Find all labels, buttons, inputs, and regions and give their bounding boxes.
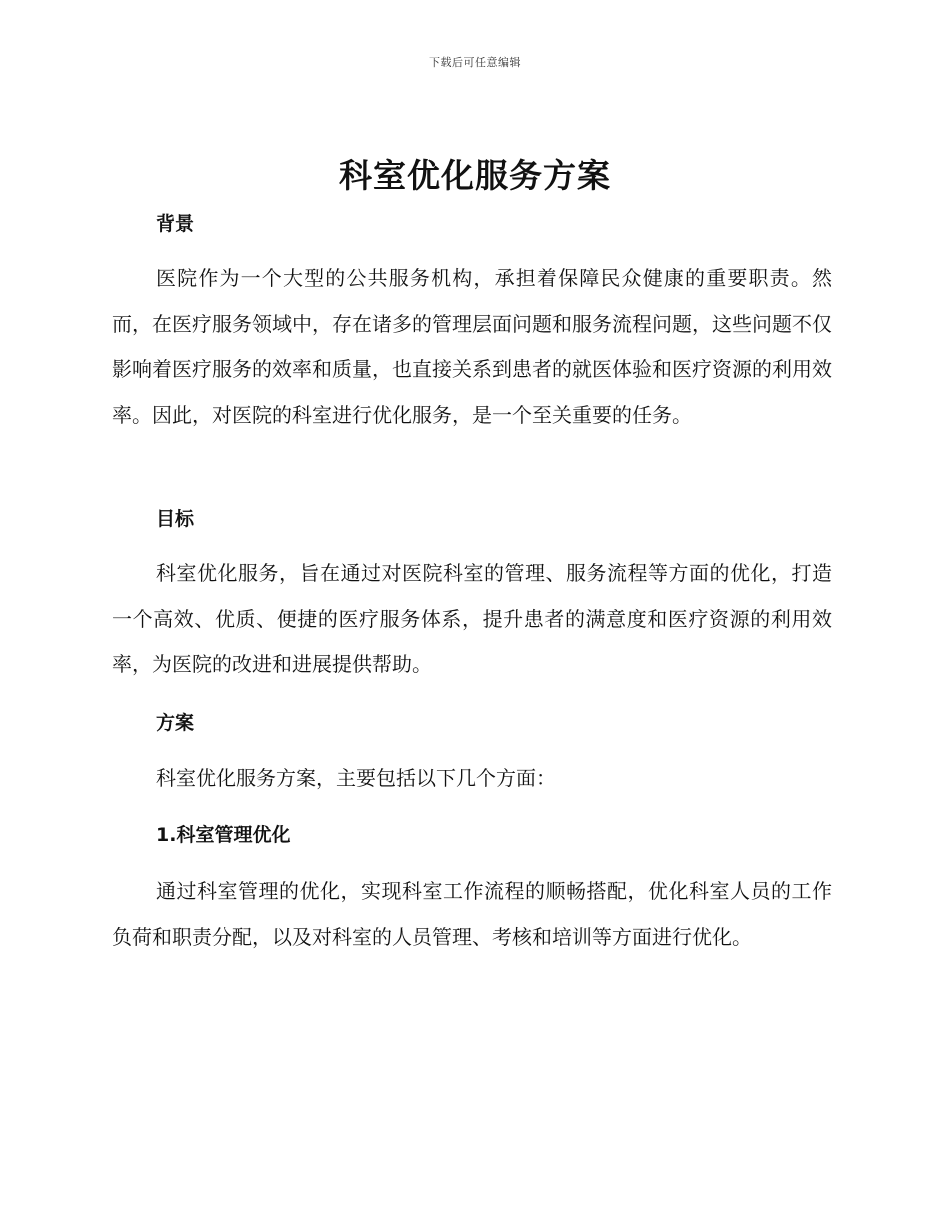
section-paragraph-dept-management: 通过科室管理的优化，实现科室工作流程的顺畅搭配，优化科室人员的工作负荷和职责分配，以及对科室的人员管理、考核和培训等方面进行优化。 bbox=[112, 879, 832, 949]
section-paragraph-goal: 科室优化服务，旨在通过对医院科室的管理、服务流程等方面的优化，打造一个高效、优质、便捷的医疗服务体系，提升患者的满意度和医疗资源的利用效率，为医院的改进和进展提供帮助。 bbox=[112, 561, 832, 676]
page-header-note: 下载后可任意编辑 bbox=[429, 56, 521, 69]
document-title: 科室优化服务方案 bbox=[339, 156, 611, 195]
section-heading-plan: 方案 bbox=[156, 712, 195, 734]
section-heading-goal: 目标 bbox=[156, 508, 195, 530]
section-paragraph-background: 医院作为一个大型的公共服务机构，承担着保障民众健康的重要职责。然而，在医疗服务领域中，存在诸多的管理层面问题和服务流程问题，这些问题不仅影响着医疗服务的效率和质量，也直接关系到患者的就医体验和医疗资源的利用效率。因此，对医院的科室进行优化服务，是一个至关重要的任务。 bbox=[112, 266, 832, 427]
section-paragraph-plan: 科室优化服务方案，主要包括以下几个方面： bbox=[156, 766, 556, 790]
section-heading-dept-management: 1.科室管理优化 bbox=[156, 824, 291, 846]
section-heading-background: 背景 bbox=[156, 213, 195, 235]
